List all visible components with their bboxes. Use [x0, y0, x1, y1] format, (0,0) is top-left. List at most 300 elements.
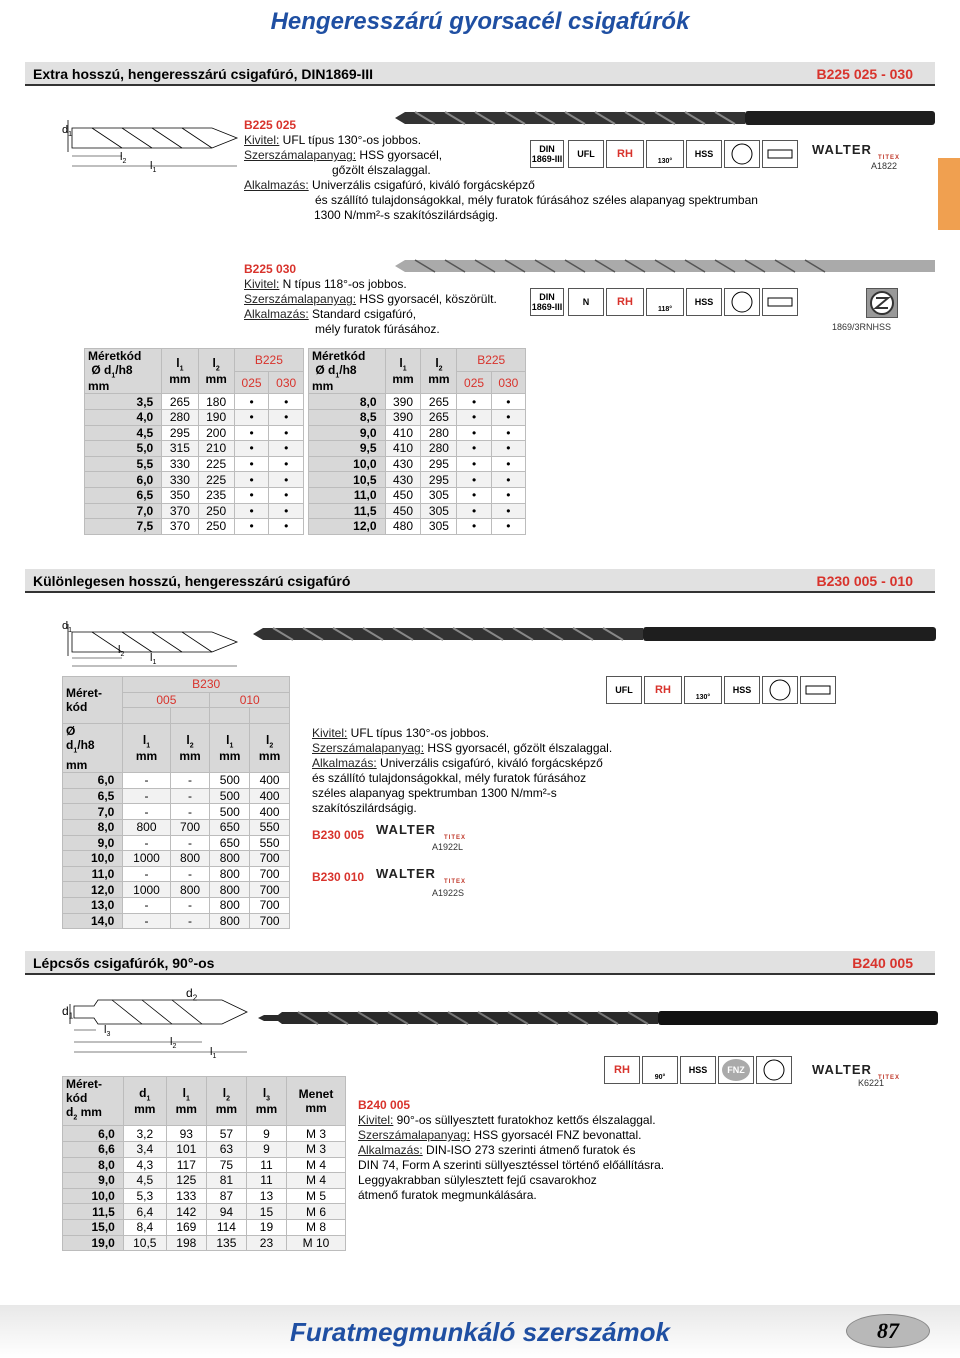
value-cell: 500	[210, 788, 250, 804]
size-code-cell: 12,0	[63, 882, 123, 898]
label-l2: $l_2$	[120, 151, 127, 166]
value: szakítószilárdságig.	[312, 801, 417, 815]
value: mély furatok fúrásához.	[315, 322, 440, 336]
availability-dot: •	[234, 456, 269, 472]
reference-code: K6221	[858, 1078, 885, 1088]
table-row	[63, 773, 290, 789]
size-code-cell: 15,0	[63, 1219, 124, 1235]
table-row	[85, 503, 304, 519]
value: Leggyakrabban sülylesztett fejű csavarokhoz	[358, 1173, 597, 1187]
section-title: Különlegesen hosszú, hengeresszárú csigafúró	[33, 573, 351, 589]
value-cell: 800	[210, 913, 250, 929]
availability-dot: •	[491, 503, 525, 519]
label-l3: $l_3$	[104, 1024, 111, 1039]
l2-cell: 265	[421, 394, 457, 410]
availability-dot: •	[457, 503, 491, 519]
table-row	[63, 1188, 346, 1204]
col-header-l1: $l_1$ mm	[162, 349, 198, 394]
value-cell: 6,4	[123, 1204, 166, 1220]
size-code-cell: 12,0	[309, 519, 386, 535]
l2-cell: 280	[421, 425, 457, 441]
size-code-cell: 8,0	[63, 819, 123, 835]
value-cell: 142	[166, 1204, 206, 1220]
col-header-025: 025	[234, 371, 269, 394]
size-code-cell: 7,5	[85, 519, 162, 535]
value-cell: -	[170, 835, 210, 851]
l1-cell: 295	[162, 425, 198, 441]
value-cell: 63	[206, 1141, 246, 1157]
din-norm-symbol: DIN 1869-III	[530, 288, 564, 316]
value-cell: M 8	[287, 1219, 346, 1235]
col-header-l1: $l_1$ mm	[123, 723, 170, 772]
label: Szerszámalapanyag:	[244, 292, 357, 306]
value-cell: 700	[250, 851, 290, 867]
point-angle-symbol: 130°	[646, 140, 684, 168]
item-code: B225 025	[244, 118, 297, 132]
label: Kivitel:	[358, 1113, 394, 1127]
value-cell: 800	[210, 866, 250, 882]
value-cell: 117	[166, 1157, 206, 1173]
rh-rotation-symbol: RH	[644, 676, 682, 704]
table-row	[63, 1235, 346, 1251]
hss-material-symbol: HSS	[680, 1056, 716, 1084]
table-row	[85, 394, 304, 410]
value-cell: -	[170, 788, 210, 804]
col-header-l2: $l_2$ mm	[250, 723, 290, 772]
l1-cell: 390	[385, 409, 421, 425]
size-code-cell: 10,0	[309, 456, 386, 472]
value-cell: 93	[166, 1126, 206, 1142]
brand-z-logo-icon	[866, 288, 898, 318]
col-header-meretkod: Méret- kód $d_2$ mm	[63, 1077, 124, 1126]
walter-titex-logo: WALTER TITEX	[812, 1062, 900, 1081]
col-header-l1: $l_1$ mm	[166, 1077, 206, 1126]
drill-photo-black	[253, 624, 938, 644]
value: HSS gyorsacél FNZ bevonattal.	[470, 1128, 642, 1142]
size-code-cell: 10,0	[63, 851, 123, 867]
size-code-cell: 6,6	[63, 1141, 124, 1157]
rh-rotation-symbol: RH	[606, 288, 644, 316]
availability-dot: •	[491, 472, 525, 488]
cylindrical-shank-icon	[762, 288, 798, 316]
value-cell: 23	[246, 1235, 286, 1251]
value-cell: 650	[210, 819, 250, 835]
value-cell: 101	[166, 1141, 206, 1157]
value-cell: 114	[206, 1219, 246, 1235]
col-header-025: 025	[457, 371, 491, 394]
col-header-030: 030	[491, 371, 525, 394]
value-cell: -	[170, 897, 210, 913]
size-code-cell: 6,0	[63, 1126, 124, 1142]
label: Szerszámalapanyag:	[312, 741, 425, 755]
value-cell: -	[123, 835, 170, 851]
label: Alkalmazás:	[312, 756, 377, 770]
size-code-cell: 8,0	[309, 394, 386, 410]
value-cell: M 6	[287, 1204, 346, 1220]
value-cell: M 4	[287, 1157, 346, 1173]
reference-code: A1822	[871, 161, 898, 171]
value-cell: 8,4	[123, 1219, 166, 1235]
walter-titex-logo: WALTER TITEX	[376, 866, 466, 885]
value: 1300 N/mm²-s szakítószilárdságig.	[314, 208, 499, 222]
value: DIN-ISO 273 szerinti átmenő furatok és	[422, 1143, 636, 1157]
table-row	[85, 487, 304, 503]
size-code-cell: 19,0	[63, 1235, 124, 1251]
l2-cell: 265	[421, 409, 457, 425]
value-cell: -	[170, 913, 210, 929]
size-code-cell: 11,5	[309, 503, 386, 519]
value-cell: 9	[246, 1141, 286, 1157]
reference-code: A1922S	[432, 888, 465, 898]
table-row	[309, 441, 526, 457]
col-header-l1: $l_1$ mm	[385, 349, 421, 394]
drill-photo-black	[395, 106, 940, 130]
value-cell: 800	[210, 897, 250, 913]
col-header-meretkod: Méretkód Ø $d_1/h8$ mm	[309, 349, 386, 394]
size-code-cell: 4,0	[85, 409, 162, 425]
section-title: Extra hosszú, hengeresszárú csigafúró, DIN1869-III	[33, 66, 374, 82]
cylindrical-shank-end-icon	[724, 288, 760, 316]
footer-title: Furatmegmunkáló szerszámok	[290, 1317, 671, 1347]
rh-rotation-symbol: RH	[604, 1056, 640, 1084]
value-cell: M 3	[287, 1141, 346, 1157]
point-angle-symbol: 90°	[642, 1056, 678, 1084]
value-cell: M 4	[287, 1173, 346, 1189]
l1-cell: 280	[162, 409, 198, 425]
label-d1: $d_1$	[62, 620, 73, 635]
value: DIN 74, Form A szerinti süllyesztéssel történő előállításra.	[358, 1158, 665, 1172]
value-cell: 81	[206, 1173, 246, 1189]
availability-dot: •	[457, 441, 491, 457]
col-header-b225: B225	[457, 349, 526, 372]
availability-dot: •	[269, 487, 304, 503]
value-cell: 500	[210, 804, 250, 820]
availability-dot: •	[491, 487, 525, 503]
value-cell: 1000	[123, 851, 170, 867]
l1-cell: 390	[385, 394, 421, 410]
size-code-cell: 6,5	[63, 788, 123, 804]
l2-cell: 200	[198, 425, 234, 441]
l2-cell: 250	[198, 503, 234, 519]
value: Univerzális csigafúró, kiváló forgácsképző	[376, 756, 603, 770]
value-cell: 19	[246, 1219, 286, 1235]
side-tab	[938, 158, 960, 230]
label-d1: $d_1$	[62, 124, 73, 139]
table-row	[85, 409, 304, 425]
l1-cell: 430	[385, 456, 421, 472]
availability-dot: •	[491, 519, 525, 535]
size-code-cell: 5,0	[85, 441, 162, 457]
l2-cell: 180	[198, 394, 234, 410]
availability-dot: •	[491, 425, 525, 441]
drill-photo-silver	[395, 256, 940, 276]
value-cell: 700	[250, 866, 290, 882]
availability-dot: •	[269, 409, 304, 425]
l2-cell: 280	[421, 441, 457, 457]
l1-cell: 350	[162, 487, 198, 503]
col-header-l2: $l_2$ mm	[206, 1077, 246, 1126]
availability-dot: •	[457, 472, 491, 488]
col-header-b230: B230	[123, 677, 290, 693]
value: HSS gyorsacél, köszörült.	[356, 292, 497, 306]
table-row	[85, 519, 304, 535]
size-code-cell: 10,0	[63, 1188, 124, 1204]
table-row	[309, 456, 526, 472]
label: Alkalmazás:	[244, 178, 309, 192]
item-code: B240 005	[358, 1098, 411, 1112]
size-code-cell: 6,0	[85, 472, 162, 488]
b225-size-table-left	[84, 348, 304, 535]
l2-cell: 235	[198, 487, 234, 503]
availability-dot: •	[491, 456, 525, 472]
size-code-cell: 11,5	[63, 1204, 124, 1220]
l1-cell: 410	[385, 425, 421, 441]
table-row	[63, 835, 290, 851]
value-cell: 550	[250, 835, 290, 851]
value-cell: -	[123, 788, 170, 804]
l2-cell: 305	[421, 503, 457, 519]
hss-material-symbol: HSS	[686, 288, 722, 316]
value-cell: -	[123, 866, 170, 882]
size-code-cell: 13,0	[63, 897, 123, 913]
size-code-cell: 9,0	[63, 1173, 124, 1189]
ufl-symbol: UFL	[568, 140, 604, 168]
value-cell: 400	[250, 804, 290, 820]
table-row	[63, 1204, 346, 1220]
value-cell: 75	[206, 1157, 246, 1173]
size-code-cell: 10,5	[309, 472, 386, 488]
section-title: Lépcsős csigafúrók, 90°-os	[33, 955, 215, 971]
availability-dot: •	[269, 425, 304, 441]
label: Szerszámalapanyag:	[244, 148, 357, 162]
value-cell: M 3	[287, 1126, 346, 1142]
availability-dot: •	[491, 441, 525, 457]
value-cell: 135	[206, 1235, 246, 1251]
label: Alkalmazás:	[358, 1143, 423, 1157]
cylindrical-shank-end-icon	[756, 1056, 792, 1084]
page-title: Hengeresszárú gyorsacél csigafúrók	[270, 8, 690, 35]
table-row	[309, 472, 526, 488]
cylindrical-shank-end-icon	[762, 676, 798, 704]
label-l1: $l_1$	[150, 160, 157, 175]
availability-dot: •	[457, 425, 491, 441]
value-cell: 800	[123, 819, 170, 835]
col-header-d1: $d_1$ mm	[123, 1077, 166, 1126]
l1-cell: 450	[385, 503, 421, 519]
value-cell: 9	[246, 1126, 286, 1142]
b240-size-table	[62, 1076, 346, 1251]
value: HSS gyorsacél,	[356, 148, 443, 162]
value-cell: 3,4	[123, 1141, 166, 1157]
label-l2: $l_2$	[170, 1036, 177, 1051]
table-row	[63, 1157, 346, 1173]
l1-cell: 480	[385, 519, 421, 535]
value: és szállító tulajdonságokkal, mély furatok fúrásához	[312, 771, 587, 785]
value-cell: M 5	[287, 1188, 346, 1204]
table-row	[63, 882, 290, 898]
b230-description	[312, 726, 672, 816]
size-code-cell: 7,0	[63, 804, 123, 820]
item-b225-025-description	[244, 118, 804, 223]
label-l1: $l_1$	[210, 1046, 217, 1061]
section-header-b225	[25, 62, 935, 86]
value-cell: 700	[250, 882, 290, 898]
table-row	[85, 425, 304, 441]
value-cell: 800	[170, 851, 210, 867]
label: Kivitel:	[312, 726, 348, 740]
col-header-menet: Menet mm	[287, 1077, 346, 1126]
l2-cell: 225	[198, 472, 234, 488]
size-code-cell: 9,0	[309, 425, 386, 441]
value-cell: 800	[210, 851, 250, 867]
table-row	[85, 472, 304, 488]
availability-dot: •	[234, 394, 269, 410]
col-header-b225: B225	[234, 349, 303, 372]
value-cell: 700	[250, 913, 290, 929]
table-row	[63, 1173, 346, 1189]
availability-dot: •	[491, 409, 525, 425]
size-code-cell: 6,0	[63, 773, 123, 789]
value-cell: 15	[246, 1204, 286, 1220]
availability-dot: •	[234, 472, 269, 488]
label-d2: $d_2$	[186, 986, 198, 1003]
value: átmenő furatok megmunkálására.	[358, 1188, 537, 1202]
value-cell: 10,5	[123, 1235, 166, 1251]
table-row	[63, 1126, 346, 1142]
section-code: B225 025 - 030	[816, 66, 913, 82]
walter-titex-logo: WALTER TITEX	[812, 142, 900, 161]
value-cell: 700	[170, 819, 210, 835]
value: HSS gyorsacél, gőzölt élszalaggal.	[424, 741, 613, 755]
table-row	[63, 897, 290, 913]
table-row	[85, 456, 304, 472]
l1-cell: 410	[385, 441, 421, 457]
l1-cell: 430	[385, 472, 421, 488]
col-header-l3: $l_3$ mm	[246, 1077, 286, 1126]
din-norm-symbol: DIN 1869-III	[530, 140, 564, 168]
l2-cell: 210	[198, 441, 234, 457]
availability-dot: •	[269, 472, 304, 488]
value-cell: 800	[170, 882, 210, 898]
table-row	[309, 394, 526, 410]
value: UFL típus 130°-os jobbos.	[347, 726, 490, 740]
value-cell: M 10	[287, 1235, 346, 1251]
label: Alkalmazás:	[244, 307, 309, 321]
step-drill-photo	[258, 1006, 940, 1030]
table-row	[63, 819, 290, 835]
value-cell: 198	[166, 1235, 206, 1251]
section-header-b240	[25, 951, 935, 975]
cylindrical-shank-end-icon	[724, 140, 760, 168]
item-code: B230 010	[312, 870, 365, 884]
availability-dot: •	[269, 394, 304, 410]
section-code: B230 005 - 010	[816, 573, 913, 589]
availability-dot: •	[269, 456, 304, 472]
value-cell: -	[170, 773, 210, 789]
step-drill-dimension-drawing	[62, 990, 252, 1060]
col-header-l2: $l_2$ mm	[421, 349, 457, 394]
n-type-symbol: N	[568, 288, 604, 316]
label-l1: $l_1$	[150, 652, 157, 667]
label: Kivitel:	[244, 133, 280, 147]
value-cell: 11	[246, 1157, 286, 1173]
fnz-coating-symbol: FNZ	[718, 1056, 754, 1084]
table-row	[63, 1141, 346, 1157]
l2-cell: 225	[198, 456, 234, 472]
value-cell: 400	[250, 788, 290, 804]
hss-material-symbol: HSS	[724, 676, 760, 704]
value-cell: 4,3	[123, 1157, 166, 1173]
l1-cell: 370	[162, 519, 198, 535]
l1-cell: 370	[162, 503, 198, 519]
b225-size-table-right	[308, 348, 526, 535]
value-cell: 133	[166, 1188, 206, 1204]
section-header-b230	[25, 569, 935, 593]
value-cell: -	[123, 773, 170, 789]
availability-dot: •	[269, 441, 304, 457]
value: gőzölt élszalaggal.	[332, 163, 431, 177]
availability-dot: •	[457, 487, 491, 503]
size-code-cell: 3,5	[85, 394, 162, 410]
table-row	[63, 851, 290, 867]
size-code-cell: 6,5	[85, 487, 162, 503]
table-row	[309, 487, 526, 503]
availability-dot: •	[457, 519, 491, 535]
size-code-cell: 4,5	[85, 425, 162, 441]
reference-code: A1922L	[432, 842, 464, 852]
value: 90°-os süllyesztett furatokhoz kettős élszalaggal.	[393, 1113, 656, 1127]
size-code-cell: 8,5	[309, 409, 386, 425]
value: N típus 118°-os jobbos.	[279, 277, 407, 291]
availability-dot: •	[234, 519, 269, 535]
size-code-cell: 9,0	[63, 835, 123, 851]
value: széles alapanyag spektrumban 1300 N/mm²-s	[312, 786, 557, 800]
reference-code: 1869/3RNHSS	[832, 322, 892, 332]
l1-cell: 315	[162, 441, 198, 457]
size-code-cell: 7,0	[85, 503, 162, 519]
value-cell: -	[170, 804, 210, 820]
value: UFL típus 130°-os jobbos.	[279, 133, 422, 147]
value-cell: 5,3	[123, 1188, 166, 1204]
table-row	[63, 788, 290, 804]
value-cell: 57	[206, 1126, 246, 1142]
value-cell: 400	[250, 773, 290, 789]
rh-rotation-symbol: RH	[606, 140, 644, 168]
col-header-030: 030	[269, 371, 304, 394]
value-cell: 13	[246, 1188, 286, 1204]
label-d1: $d_1$	[62, 1004, 74, 1021]
cylindrical-shank-icon	[800, 676, 836, 704]
availability-dot: •	[457, 456, 491, 472]
value-cell: 87	[206, 1188, 246, 1204]
value-cell: -	[123, 804, 170, 820]
value: Univerzális csigafúró, kiváló forgácsképző	[308, 178, 535, 192]
l2-cell: 250	[198, 519, 234, 535]
col-header-d1: Ø $d_1/h8$ mm	[63, 723, 123, 772]
col-header-l2: $l_2$ mm	[198, 349, 234, 394]
table-row	[309, 409, 526, 425]
l2-cell: 190	[198, 409, 234, 425]
value-cell: 500	[210, 773, 250, 789]
col-header-010: 010	[210, 692, 290, 708]
availability-dot: •	[457, 394, 491, 410]
size-code-cell: 8,0	[63, 1157, 124, 1173]
value-cell: 700	[250, 897, 290, 913]
value-cell: -	[123, 913, 170, 929]
value-cell: 1000	[123, 882, 170, 898]
page-number: 87	[846, 1314, 930, 1348]
l1-cell: 330	[162, 472, 198, 488]
